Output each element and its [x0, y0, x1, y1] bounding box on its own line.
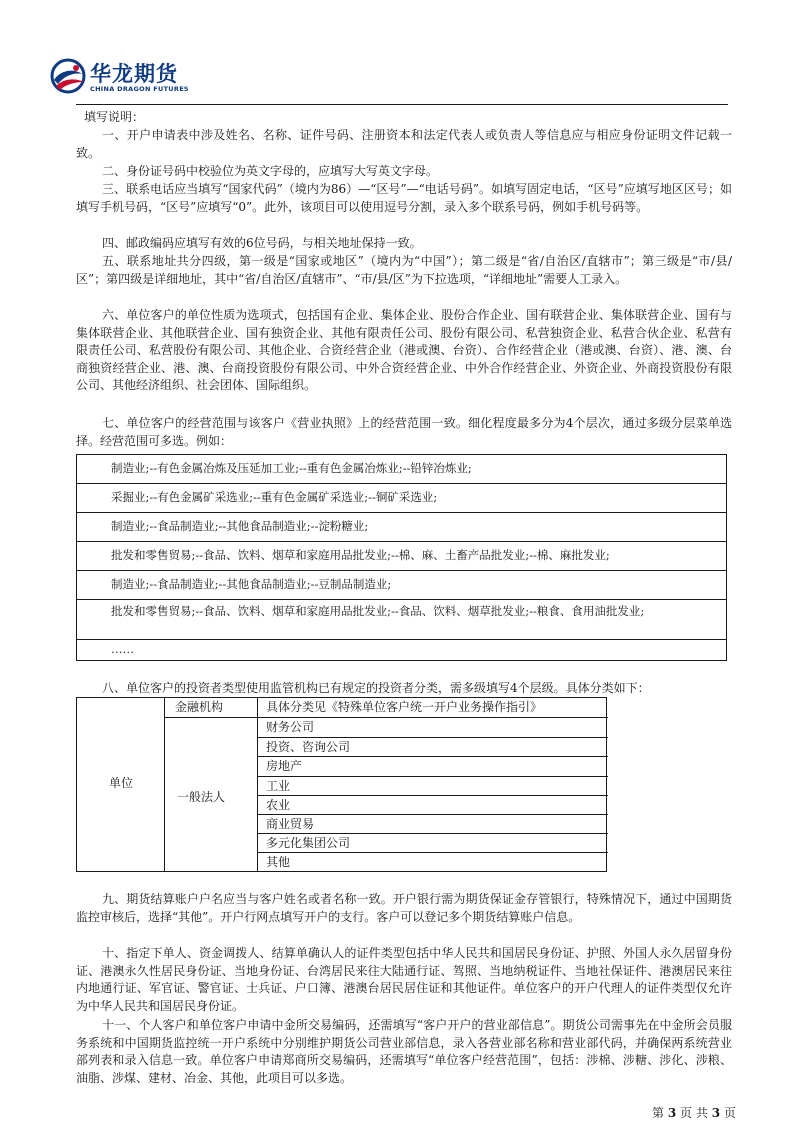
paragraph-6: 六、单位客户的单位性质为选项式，包括国有企业、集体企业、股份合作企业、国有联营企业、集体联营企业、国有与集体联营企业、其他联营企业、国有独资企业、其他有限责任公司、股份有限公司、私营独资企业、私营合伙企业、私营有限责任公司、私营股份有限公司、其他企业、合资经营企业（港或澳、台资）、合作经营企业（港或澳、台资）、港、澳、台商独资经营企业、港、澳、台商投资股份有限公司、中外合资经营企业、中外合作经营企业、外资企业、外商投资股份有限公司、其他经济组织、社会团体、国际组织。: [76, 308, 732, 393]
investor-type-table: [76, 697, 607, 872]
scope-row: 制造业;--有色金属冶炼及压延加工业;--重有色金属冶炼业;--铅锌冶炼业;: [77, 455, 726, 484]
header-detail: 具体分类见《特殊单位客户统一开户业务操作指引》: [266, 700, 543, 714]
paragraph-9: 九、期货结算账户户名应当与客户姓名或者名称一致。开户银行需为期货保证金存管银行，特殊情况下，通过中国期货监控审核后，选择“其他”。开户行网点填写开户的支行。客户可以登记多个期货结算账户信息。: [76, 892, 732, 924]
instructions-title: 填写说明：: [84, 110, 145, 124]
scope-row: 制造业;--食品制造业;--其他食品制造业;--淀粉糖业;: [77, 513, 726, 542]
paragraph-4: 四、邮政编码应填写有效的6位号码，与相关地址保持一致。: [102, 236, 422, 250]
table-divider: [164, 717, 608, 718]
scope-row: ……: [111, 642, 134, 656]
table-divider: [257, 852, 608, 853]
investor-item: 其他: [266, 855, 291, 869]
china-dragon-futures-logo-icon: [48, 56, 88, 96]
investor-item: 财务公司: [266, 720, 315, 734]
paragraph-2: 二、身份证号码中校验位为英文字母的，应填写大写英文字母。: [102, 164, 439, 178]
table-divider: [257, 698, 258, 871]
level1-unit: 单位: [109, 776, 134, 790]
table-divider: [257, 756, 608, 757]
investor-item: 农业: [266, 798, 291, 812]
scope-row: 制造业;--食品制造业;--其他食品制造业;--豆制品制造业;: [77, 571, 726, 600]
table-divider: [257, 776, 608, 777]
table-divider: [257, 833, 608, 834]
business-scope-table: [76, 454, 727, 661]
investor-item: 房地产: [266, 759, 303, 773]
scope-row: 批发和零售贸易;--食品、饮料、烟草和家庭用品批发业;--食品、饮料、烟草批发业;--粮食、食用油批发业;: [77, 600, 726, 640]
paragraph-5: 五、联系地址共分四级，第一级是“国家或地区”（境内为“中国”）；第二级是“省/自治区/直辖市”；第三级是“市/县/区”；第四级是详细地址，其中“省/自治区/直辖市”、“市/县/区”为下拉选项，“详细地址”需要人工录入。: [76, 254, 732, 286]
paragraph-3: 三、联系电话应当填写“国家代码”（境内为86）—“区号”—“电话号码”。如填写固定电话，“区号”应填写地区区号；如填写手机号码，“区号”应填写“0”。此外，该项目可以使用逗号分割，录入多个联系号码，例如手机号码等。: [76, 182, 732, 214]
total-pages: 3: [711, 1106, 721, 1120]
paragraph-1: 一、开户申请表中涉及姓名、名称、证件号码、注册资本和法定代表人或负责人等信息应与相应身份证明文件记载一致。: [76, 128, 732, 160]
table-divider: [257, 737, 608, 738]
table-divider: [257, 814, 608, 815]
page-number: 第 3 页 共 3 页: [652, 1106, 736, 1120]
paragraph-8: 八、单位客户的投资者类型使用监管机构已有规定的投资者分类，需多级填写4个层级。具体分类如下：: [102, 681, 650, 695]
investor-item: 多元化集团公司: [266, 836, 351, 850]
brand-name-en: CHINA DRAGON FUTURES: [90, 85, 189, 93]
company-logo: [48, 56, 248, 100]
paragraph-10: 十、指定下单人、资金调拨人、结算单确认人的证件类型包括中华人民共和国居民身份证、护照、外国人永久居留身份证、港澳永久性居民身份证、当地身份证、台湾居民来往大陆通行证、驾照、当地纳税证件、当地社保证件、港澳居民来往内地通行证、军官证、警官证、士兵证、户口簿、港澳台居民居住证和其他证件。单位客户的开户代理人的证件类型仅允许为中华人民共和国居民身份证。: [76, 946, 732, 1013]
table-divider: [164, 698, 165, 871]
investor-item: 投资、咨询公司: [266, 740, 351, 754]
investor-item: 商业贸易: [266, 817, 315, 831]
paragraph-7: 七、单位客户的经营范围与该客户《营业执照》上的经营范围一致。细化程度最多分为4个层次，通过多级分层菜单选择。经营范围可多选。例如：: [76, 416, 732, 448]
investor-item: 工业: [266, 779, 291, 793]
scope-row: 采掘业;--有色金属矿采选业;--重有色金属矿采选业;--铜矿采选业;: [77, 484, 726, 513]
brand-name-cn: 华龙期货: [90, 62, 178, 86]
scope-row: 批发和零售贸易;--食品、饮料、烟草和家庭用品批发业;--棉、麻、土畜产品批发业;--棉、麻批发业;: [77, 542, 726, 571]
header-institution: 金融机构: [175, 700, 224, 714]
level2-general-legal: 一般法人: [177, 790, 226, 804]
current-page: 3: [667, 1106, 677, 1120]
table-divider: [257, 795, 608, 796]
paragraph-11: 十一、个人客户和单位客户申请中金所交易编码，还需填写“客户开户的营业部信息”。期货公司需事先在中金所会员服务系统和中国期货监控统一开户系统中分别维护期货公司营业部信息，录入各营业部名称和营业部代码，并确保两系统营业部列表和录入信息一致。单位客户申请郑商所交易编码，还需填写“单位客户经营范围”，包括：涉棉、涉糖、涉化、涉粮、油脂、涉煤、建材、冶金、其他，此项目可以多选。: [76, 1018, 732, 1085]
header-divider: [76, 104, 728, 105]
